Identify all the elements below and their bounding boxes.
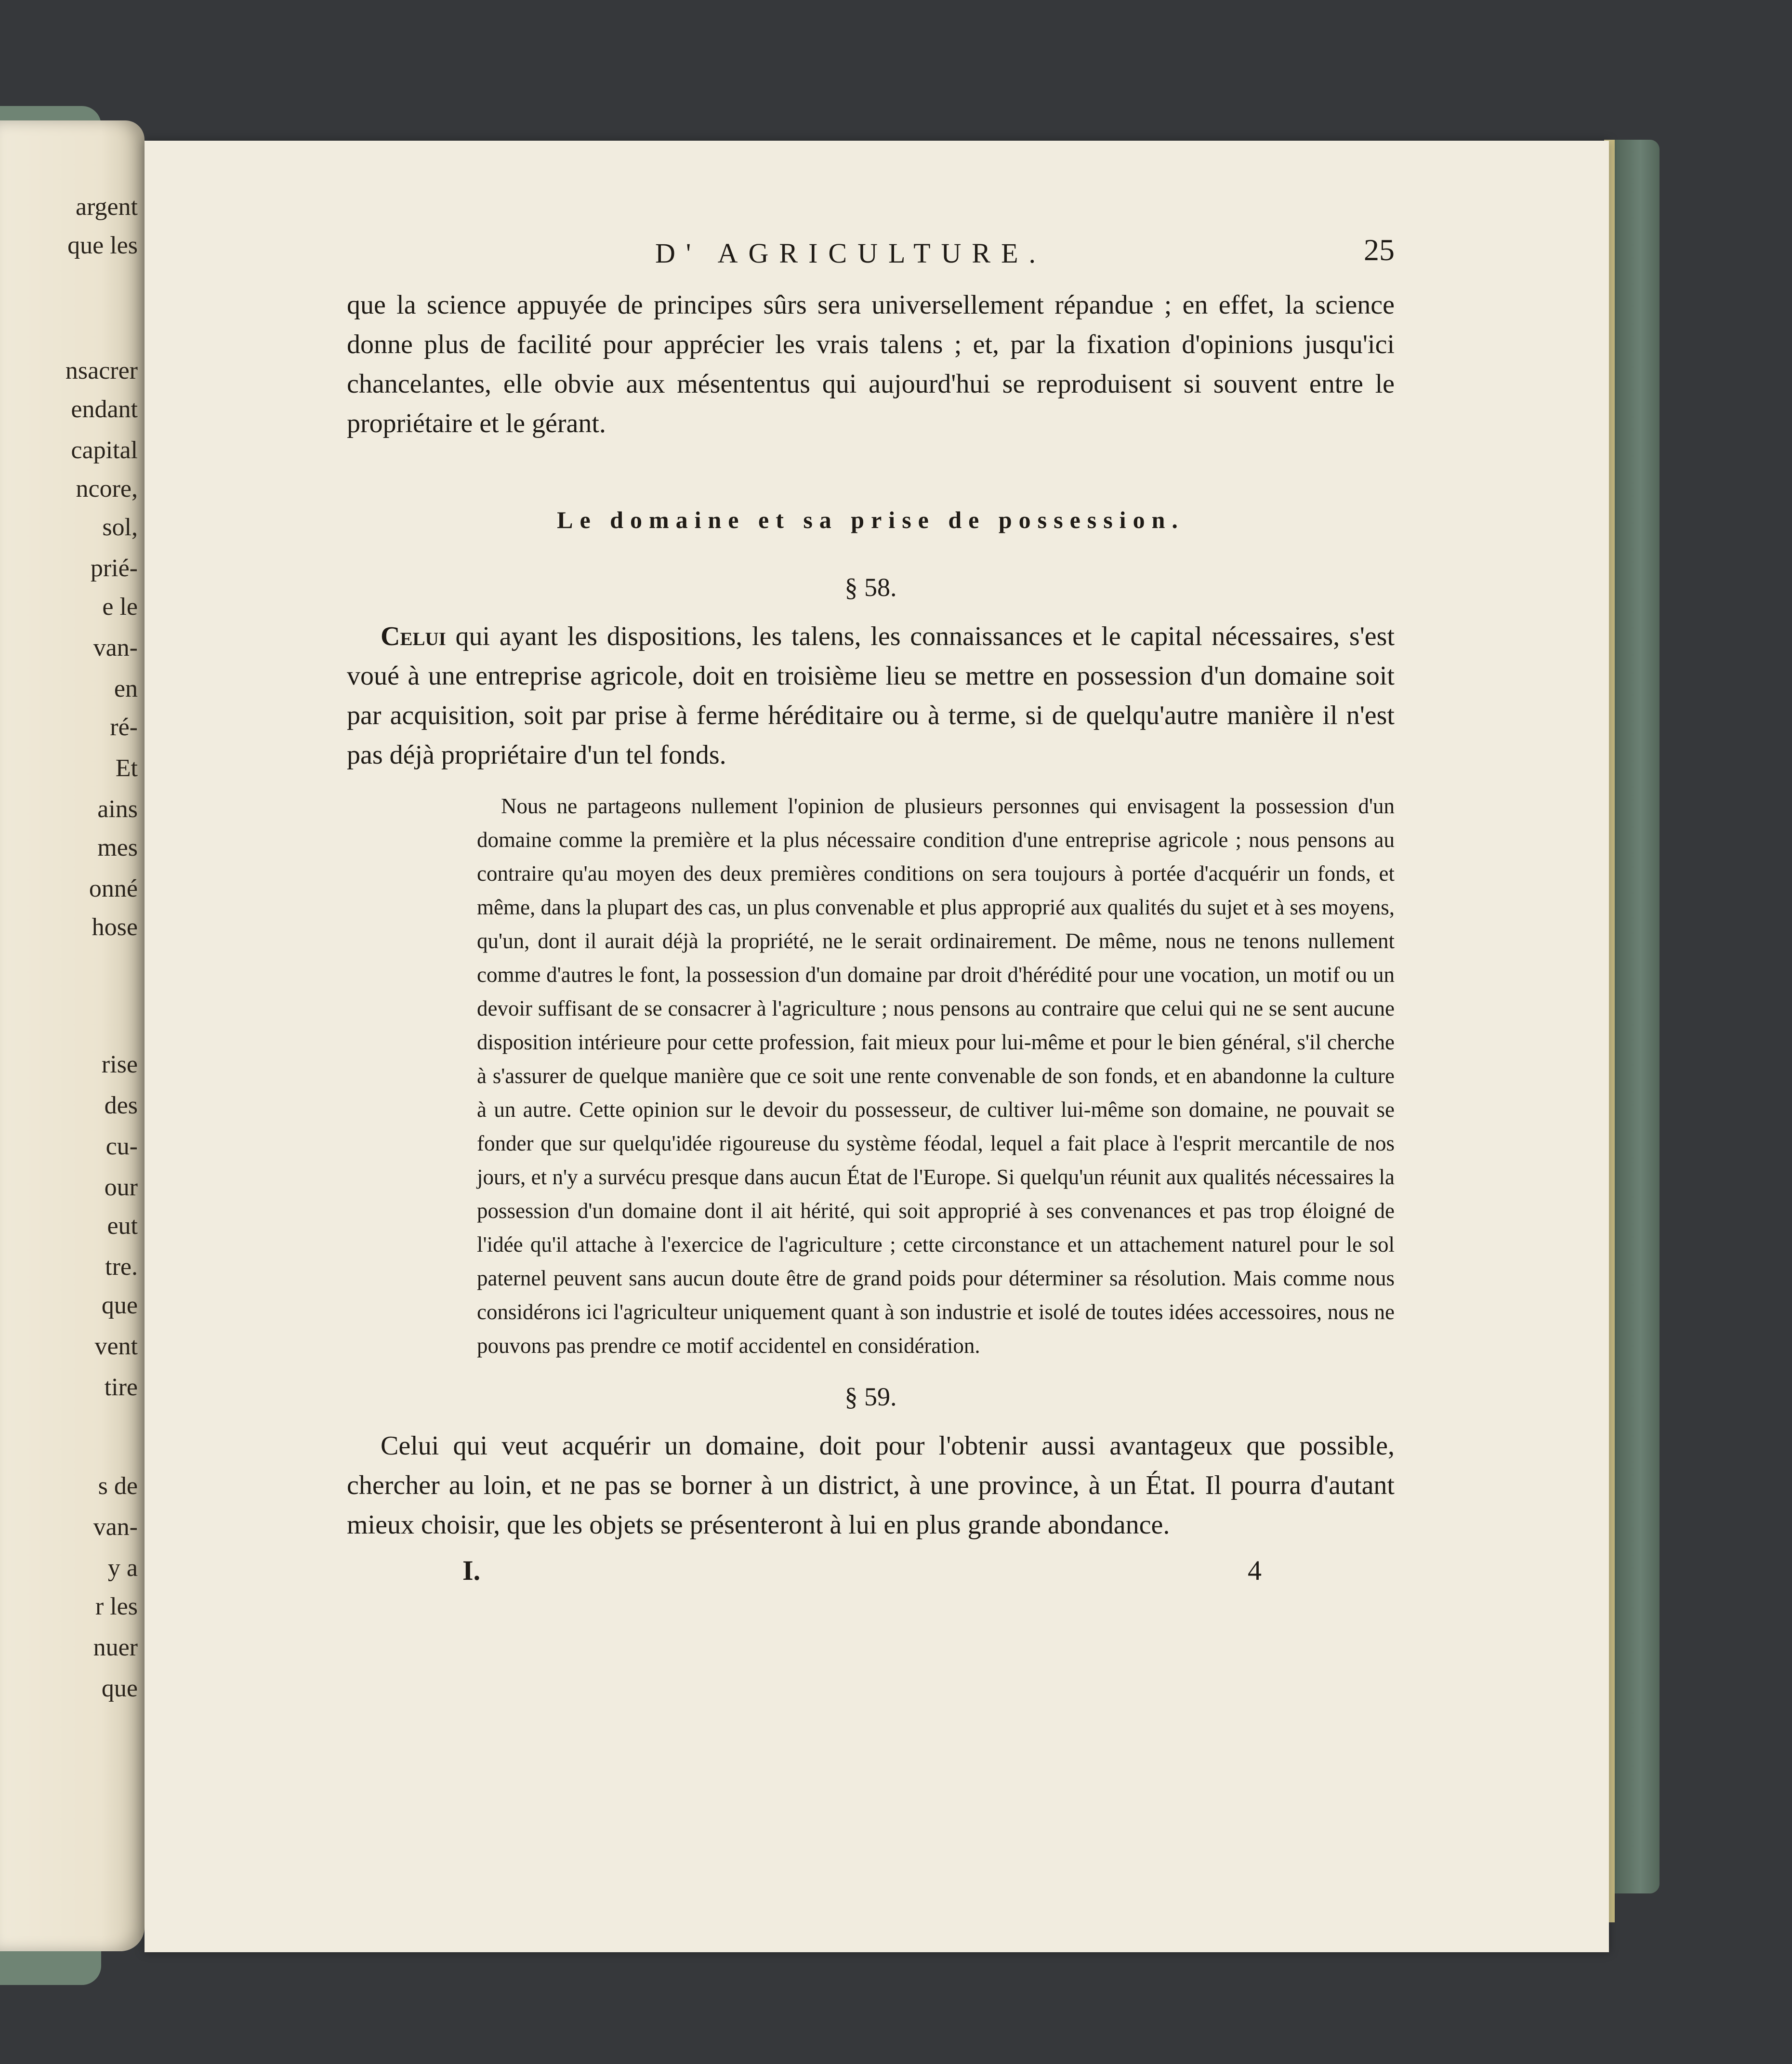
facing-page-fragment: prié- <box>90 555 138 582</box>
page-content <box>347 232 1395 1607</box>
section-58-text: qui ayant les dispositions, les talens, les connaissances et le capital nécessaires, s'est voué à une entreprise agricole, doit en troisième lieu se mettre en possession d'un domaine soit par acquisition, soit par prise à ferme héréditaire ou à terme, si de quelqu'autre manière il n'est pas déjà propriétaire d'un tel fonds. <box>347 622 1395 770</box>
page-number: 25 <box>1364 233 1395 267</box>
facing-page-fragment: van- <box>93 1513 138 1541</box>
facing-page-fragment: y a <box>107 1554 138 1582</box>
facing-page-fragment: ré- <box>110 714 138 741</box>
facing-page-fragment: argent <box>76 193 138 221</box>
facing-page-fragment: e le <box>102 593 138 621</box>
facing-page-fragment: que <box>101 1675 138 1702</box>
facing-page-fragment: onné <box>89 875 138 902</box>
running-head-title: D' AGRICULTURE. <box>655 238 1047 269</box>
facing-page-fragment: hose <box>92 913 138 941</box>
facing-page <box>0 120 145 1951</box>
facing-page-fragment: rise <box>101 1051 138 1078</box>
signature-line <box>347 1554 1395 1607</box>
facing-page-fragment: des <box>104 1092 138 1119</box>
running-head <box>347 232 1395 285</box>
book-cover-edge <box>1611 140 1660 1893</box>
facing-page-fragment: tre. <box>105 1253 138 1281</box>
facing-page-fragment: que les <box>67 232 138 259</box>
facing-page-fragment: vent <box>94 1333 138 1360</box>
facing-page-fragment: endant <box>71 396 138 423</box>
facing-page-fragment: tire <box>104 1374 138 1401</box>
facing-page-fragment: cu- <box>105 1133 138 1160</box>
section-58-paragraph <box>347 617 1395 775</box>
facing-page-fragment: sol, <box>102 514 138 541</box>
signature-volume: I. <box>462 1555 481 1586</box>
facing-page-fragment: van- <box>93 634 138 662</box>
main-page <box>145 141 1609 1952</box>
section-58-note: Nous ne partageons nullement l'opinion de plusieurs personnes qui envisagent la possession d'un domaine comme la première et la plus nécessaire condition d'une entreprise agricole ; nous pensons au contraire qu'au moyen des deux premières conditions on sera toujours à portée d'acquérir un fonds, et même, dans la plupart des cas, un plus convenable et plus approprié aux qualités du sujet et à ses moyens, qu'un, dont il aurait déjà la propriété, ne le serait ordinairement. De même, nous ne tenons nullement comme d'autres le font, la possession d'un domaine par droit d'hérédité pour une vocation, un motif ou un devoir suffisant de se consacrer à l'agriculture ; nous pensons au contraire que celui qui ne se sent aucune disposition intérieure pour cette profession, fait mieux pour lui-même et pour le bien général, s'il cherche à s'assurer de quelque manière que ce soit une rente convenable de son fonds, et en abandonne la culture à un autre. Cette opinion sur le devoir du possesseur, de cultiver lui-même son domaine, ne pouvait se fonder que sur quelqu'idée rigoureuse du système féodal, lequel a fait place à l'esprit mercantile de nos jours, et n'y a survécu presque dans aucun État de l'Europe. Si quelqu'un réunit aux qualités nécessaires la possession d'un domaine dont il ait hérité, qui soit approprié à ses convenances et pas trop éloigné de l'idée qu'il attache à l'exercice de l'agriculture ; cette circonstance et un attachement naturel pour le sol paternel peuvent sans aucun doute être de grand poids pour déterminer sa résolution. Mais comme nous considérons ici l'agriculteur uniquement quant à son industrie et isolé de toutes idées accessoires, nous ne pouvons pas prendre ce motif accidentel en considération. <box>477 794 1395 1358</box>
facing-page-fragment: eut <box>107 1212 138 1240</box>
intro-paragraph: que la science appuyée de principes sûrs sera universellement répandue ; en effet, la science donne plus de facilité pour apprécier les vrais talens ; et, par la fixation d'opinions jusqu'ici chancelantes, elle obvie aux mésententus qui aujourd'hui se reproduisent si souvent entre le propriétaire et le gérant. <box>347 290 1395 438</box>
facing-page-fragment: our <box>104 1174 138 1201</box>
facing-page-fragment: nuer <box>93 1634 138 1661</box>
facing-page-fragment: ains <box>97 795 138 823</box>
facing-page-fragment: s de <box>98 1472 138 1500</box>
section-59-number: § 59. <box>844 1382 897 1411</box>
facing-page-fragment: ncore, <box>76 475 138 503</box>
facing-page-fragment: que <box>101 1292 138 1319</box>
facing-page-fragment: r les <box>95 1593 138 1620</box>
section-58-lead-word: Celui <box>381 622 446 651</box>
facing-page-fragment: en <box>114 675 138 702</box>
facing-page-fragment: nsacrer <box>65 357 138 384</box>
facing-page-fragment: Et <box>115 754 138 782</box>
section-59-paragraph: Celui qui veut acquérir un domaine, doit pour l'obtenir aussi avantageux que possible, chercher au loin, et ne pas se borner à un district, à une province, à un État. Il pourra d'autant mieux choisir, que les objets se présenteront à lui en plus grande abondance. <box>347 1431 1395 1540</box>
signature-number: 4 <box>1248 1555 1262 1586</box>
facing-page-fragment: mes <box>97 834 138 861</box>
section-heading: Le domaine et sa prise de possession. <box>557 506 1185 533</box>
facing-page-fragment: capital <box>71 437 138 464</box>
section-58-number: § 58. <box>844 573 897 602</box>
